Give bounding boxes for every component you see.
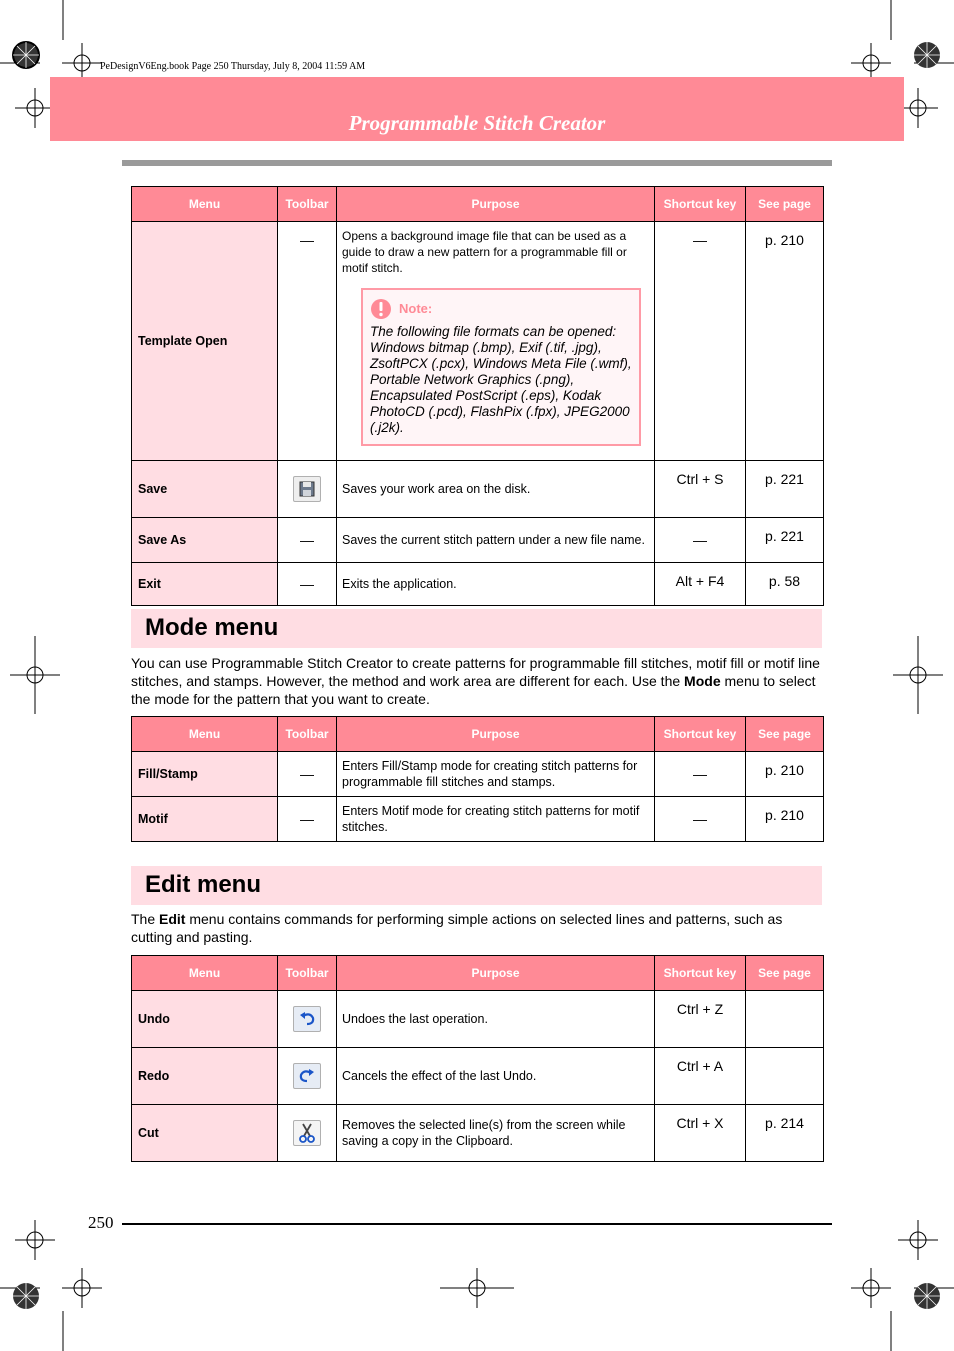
mode-menu-table: [131, 716, 824, 842]
shortcut-cell: Ctrl + S: [655, 461, 746, 518]
toolbar-cell: —: [278, 752, 337, 797]
shortcut-cell: —: [655, 752, 746, 797]
purpose-cell: Saves your work area on the disk.: [337, 461, 655, 518]
table-row: [132, 991, 824, 1048]
toolbar-cell: [278, 1105, 337, 1162]
menu-cell: Save: [132, 461, 278, 518]
toolbar-cell: [278, 991, 337, 1048]
chapter-banner: [50, 77, 904, 141]
table-row: [132, 461, 824, 518]
save-icon[interactable]: [293, 476, 321, 502]
toolbar-cell: [278, 461, 337, 518]
col-menu: Menu: [132, 956, 278, 991]
purpose-cell: Saves the current stitch pattern under a new file name.: [337, 518, 655, 563]
section-title: Mode menu: [145, 614, 279, 641]
page-number: 250: [88, 1213, 114, 1232]
menu-cell: Exit: [132, 563, 278, 606]
shortcut-cell: Ctrl + A: [655, 1048, 746, 1105]
col-menu: Menu: [132, 187, 278, 222]
undo-icon[interactable]: [293, 1006, 321, 1032]
menu-cell: Save As: [132, 518, 278, 563]
menu-cell: Redo: [132, 1048, 278, 1105]
menu-cell: Motif: [132, 797, 278, 842]
see-page-cell: p. 210: [746, 797, 824, 842]
col-toolbar: Toolbar: [278, 717, 337, 752]
mode-menu-section-header: [131, 609, 822, 648]
edit-menu-intro: [131, 910, 823, 946]
see-page-cell: [746, 1048, 824, 1105]
see-page-cell: p. 210: [746, 752, 824, 797]
table-row: [132, 1048, 824, 1105]
toolbar-cell: [278, 1048, 337, 1105]
purpose-cell: Cancels the effect of the last Undo.: [337, 1048, 655, 1105]
para-text: The: [131, 911, 160, 927]
note-box: [361, 288, 641, 446]
para-text: menu to select the mode for the pattern that you want to create.: [131, 673, 816, 707]
col-shortcut: Shortcut key: [655, 956, 746, 991]
see-page-cell: p. 210: [746, 222, 824, 461]
purpose-cell: Removes the selected line(s) from the screen while saving a copy in the Clipboard.: [337, 1105, 655, 1162]
purpose-cell: Undoes the last operation.: [337, 991, 655, 1048]
col-shortcut: Shortcut key: [655, 717, 746, 752]
purpose-text: Opens a background image file that can be used as a guide to draw a new pattern for a programmable fill or motif stitch.: [342, 229, 627, 275]
col-purpose: Purpose: [337, 187, 655, 222]
toolbar-cell: —: [278, 518, 337, 563]
col-toolbar: Toolbar: [278, 187, 337, 222]
menu-cell: Fill/Stamp: [132, 752, 278, 797]
mode-menu-intro: [131, 654, 823, 708]
table-header-row: [132, 956, 824, 991]
see-page-cell: p. 221: [746, 518, 824, 563]
see-page-cell: p. 214: [746, 1105, 824, 1162]
purpose-cell: Enters Motif mode for creating stitch patterns for motif stitches.: [337, 797, 655, 842]
see-page-cell: p. 221: [746, 461, 824, 518]
note-label: Note:: [399, 301, 433, 316]
col-menu: Menu: [132, 717, 278, 752]
col-shortcut: Shortcut key: [655, 187, 746, 222]
chapter-title: Programmable Stitch Creator: [348, 111, 606, 135]
header-rule: [122, 160, 832, 166]
note-text: The following file formats can be opened: Windows bitmap (.bmp), Exif (.tif, .jpg), ZsoftPCX (.pcx), Windows Meta File (.wmf), Portable Network Graphics (.png), Encapsulated PostScript (.eps), Kodak PhotoCD (.pcd), FlashPix (.fpx), JPEG2000 (.j2k).: [370, 324, 632, 435]
footer-rule: [122, 1223, 832, 1225]
col-purpose: Purpose: [337, 956, 655, 991]
para-bold-text: Edit: [159, 911, 186, 927]
see-page-cell: p. 58: [746, 563, 824, 606]
edit-menu-table: [131, 955, 824, 1162]
menu-cell: Template Open: [132, 222, 278, 461]
para-text: You can use Programmable Stitch Creator to create patterns for programmable fill stitches, motif fill or motif line stitches, and stamps. However, the method and work area are different for each. Use the: [131, 655, 820, 689]
table-row: [132, 222, 824, 461]
purpose-cell: [337, 222, 655, 461]
scissors-icon[interactable]: [293, 1120, 321, 1146]
col-toolbar: Toolbar: [278, 956, 337, 991]
table-header-row: [132, 187, 824, 222]
shortcut-cell: —: [655, 222, 746, 461]
table-header-row: [132, 717, 824, 752]
table-row: [132, 1105, 824, 1162]
col-purpose: Purpose: [337, 717, 655, 752]
edit-menu-section-header: [131, 866, 822, 905]
purpose-cell: Enters Fill/Stamp mode for creating stitch patterns for programmable fill stitches and stamps.: [337, 752, 655, 797]
book-info-line: PeDesignV6Eng.book Page 250 Thursday, July 8, 2004 11:59 AM: [100, 61, 366, 72]
col-see-page: See page: [746, 956, 824, 991]
col-see-page: See page: [746, 187, 824, 222]
table-row: [132, 752, 824, 797]
shortcut-cell: Alt + F4: [655, 563, 746, 606]
see-page-cell: [746, 991, 824, 1048]
section-title: Edit menu: [145, 871, 262, 898]
para-bold-text: Mode: [684, 673, 721, 689]
table-row: [132, 797, 824, 842]
purpose-cell: Exits the application.: [337, 563, 655, 606]
file-menu-table: [131, 186, 824, 606]
redo-icon[interactable]: [293, 1063, 321, 1089]
shortcut-cell: —: [655, 797, 746, 842]
table-row: [132, 563, 824, 606]
toolbar-cell: —: [278, 222, 337, 461]
para-text: menu contains commands for performing simple actions on selected lines and patterns, such as cutting and pasting.: [131, 911, 783, 945]
shortcut-cell: —: [655, 518, 746, 563]
note-heading: [370, 298, 632, 320]
shortcut-cell: Ctrl + Z: [655, 991, 746, 1048]
toolbar-cell: —: [278, 797, 337, 842]
toolbar-cell: —: [278, 563, 337, 606]
menu-cell: Cut: [132, 1105, 278, 1162]
menu-cell: Undo: [132, 991, 278, 1048]
table-row: [132, 518, 824, 563]
exclamation-icon: [370, 298, 392, 320]
col-see-page: See page: [746, 717, 824, 752]
shortcut-cell: Ctrl + X: [655, 1105, 746, 1162]
